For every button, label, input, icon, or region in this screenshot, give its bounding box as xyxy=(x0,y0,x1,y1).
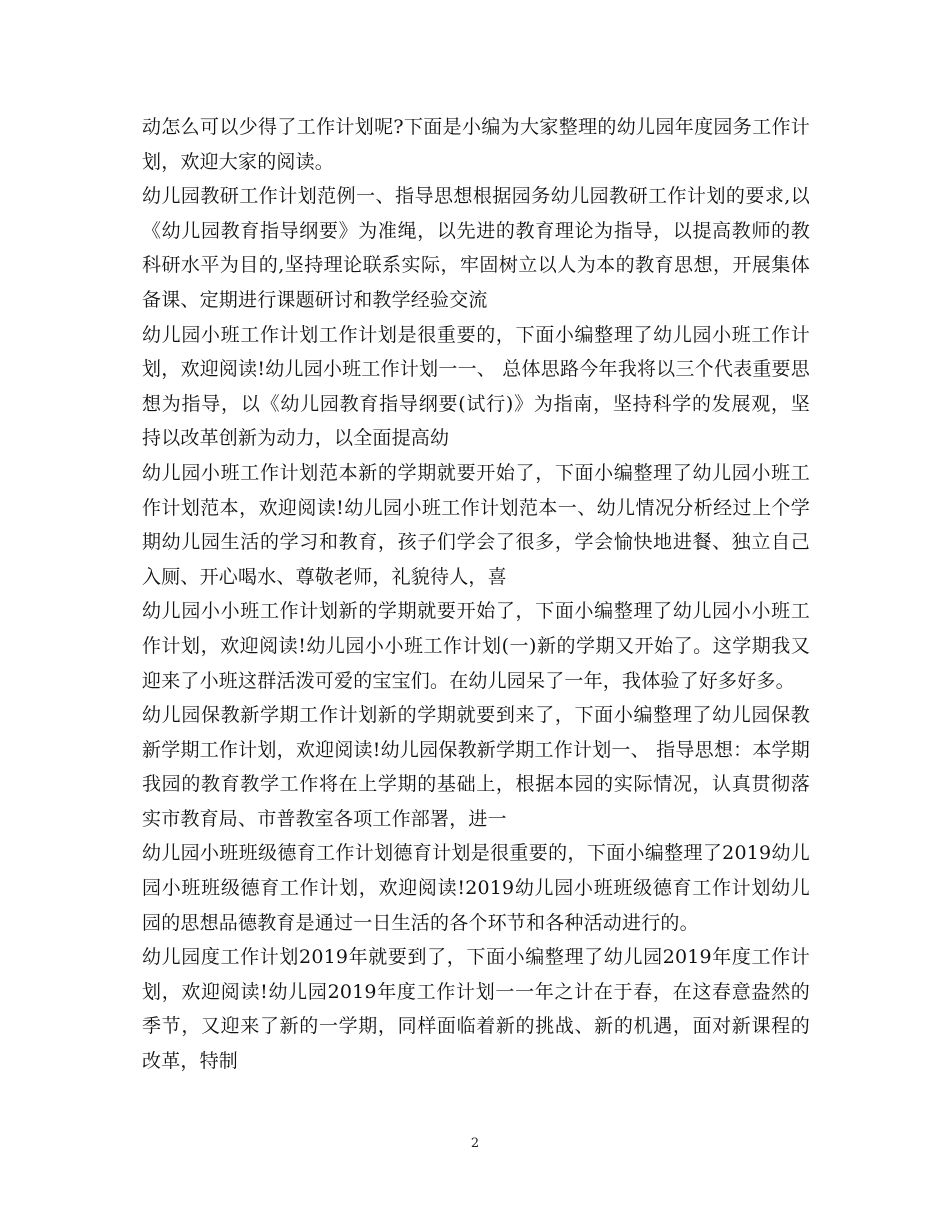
paragraph-nursery-class-plan: 幼儿园小小班工作计划新的学期就要开始了，下面小编整理了幼儿园小小班工作计划，欢迎阅读!幼儿园小小班工作计划(一)新的学期又开始了。这学期我又迎来了小班这群活泼可爱的宝宝们。在幼儿园呆了一年，我体验了好多好多。 xyxy=(142,600,810,692)
paragraph-small-class-plan: 幼儿园小班工作计划工作计划是很重要的，下面小编整理了幼儿园小班工作计划，欢迎阅读!幼儿园小班工作计划一一、 总体思路今年我将以三个代表重要思想为指导，以《幼儿园教育指导纲要(试行)》为指南，坚持科学的发展观，坚持以改革创新为动力，以全面提高幼 xyxy=(142,323,810,450)
paragraph-care-education-plan: 幼儿园保教新学期工作计划新的学期就要到来了，下面小编整理了幼儿园保教新学期工作计划，欢迎阅读!幼儿园保教新学期工作计划一、 指导思想：本学期我园的教育教学工作将在上学期的基础上，根据本园的实际情况，认真贯彻落实市教育局、市普教室各项工作部署，进一 xyxy=(142,704,810,830)
paragraph-moral-education-plan: 幼儿园小班班级德育工作计划德育计划是很重要的，下面小编整理了2019幼儿园小班班级德育工作计划，欢迎阅读!2019幼儿园小班班级德育工作计划幼儿园的思想品德教育是通过一日生活的各个环节和各种活动进行的。 xyxy=(142,842,810,934)
page-number: 2 xyxy=(470,1136,480,1151)
paragraph-annual-plan: 幼儿园度工作计划2019年就要到了，下面小编整理了幼儿园2019年度工作计划，欢迎阅读!幼儿园2019年度工作计划一一年之计在于春，在这春意盎然的季节，又迎来了新的一学期，同样面临着新的挑战、新的机遇，面对新课程的改革，特制 xyxy=(142,946,810,1073)
document-body xyxy=(142,110,810,1079)
paragraph-teaching-research-plan: 幼儿园教研工作计划范例一、指导思想根据园务幼儿园教研工作计划的要求,以《幼儿园教育指导纲要》为准绳，以先进的教育理论为指导，以提高教师的教科研水平为目的,坚持理论联系实际，牢固树立以人为本的教育思想，开展集体备课、定期进行课题研讨和教学经验交流 xyxy=(142,185,810,311)
paragraph-small-class-plan-template: 幼儿园小班工作计划范本新的学期就要开始了，下面小编整理了幼儿园小班工作计划范本，欢迎阅读!幼儿园小班工作计划范本一、幼儿情况分析经过上个学期幼儿园生活的学习和教育，孩子们学会了很多，学会愉快地进餐、独立自己入厕、开心喝水、尊敬老师，礼貌待人，喜 xyxy=(142,461,810,588)
paragraph-intro-continuation: 动怎么可以少得了工作计划呢?下面是小编为大家整理的幼儿园年度园务工作计划，欢迎大家的阅读。 xyxy=(142,116,810,173)
